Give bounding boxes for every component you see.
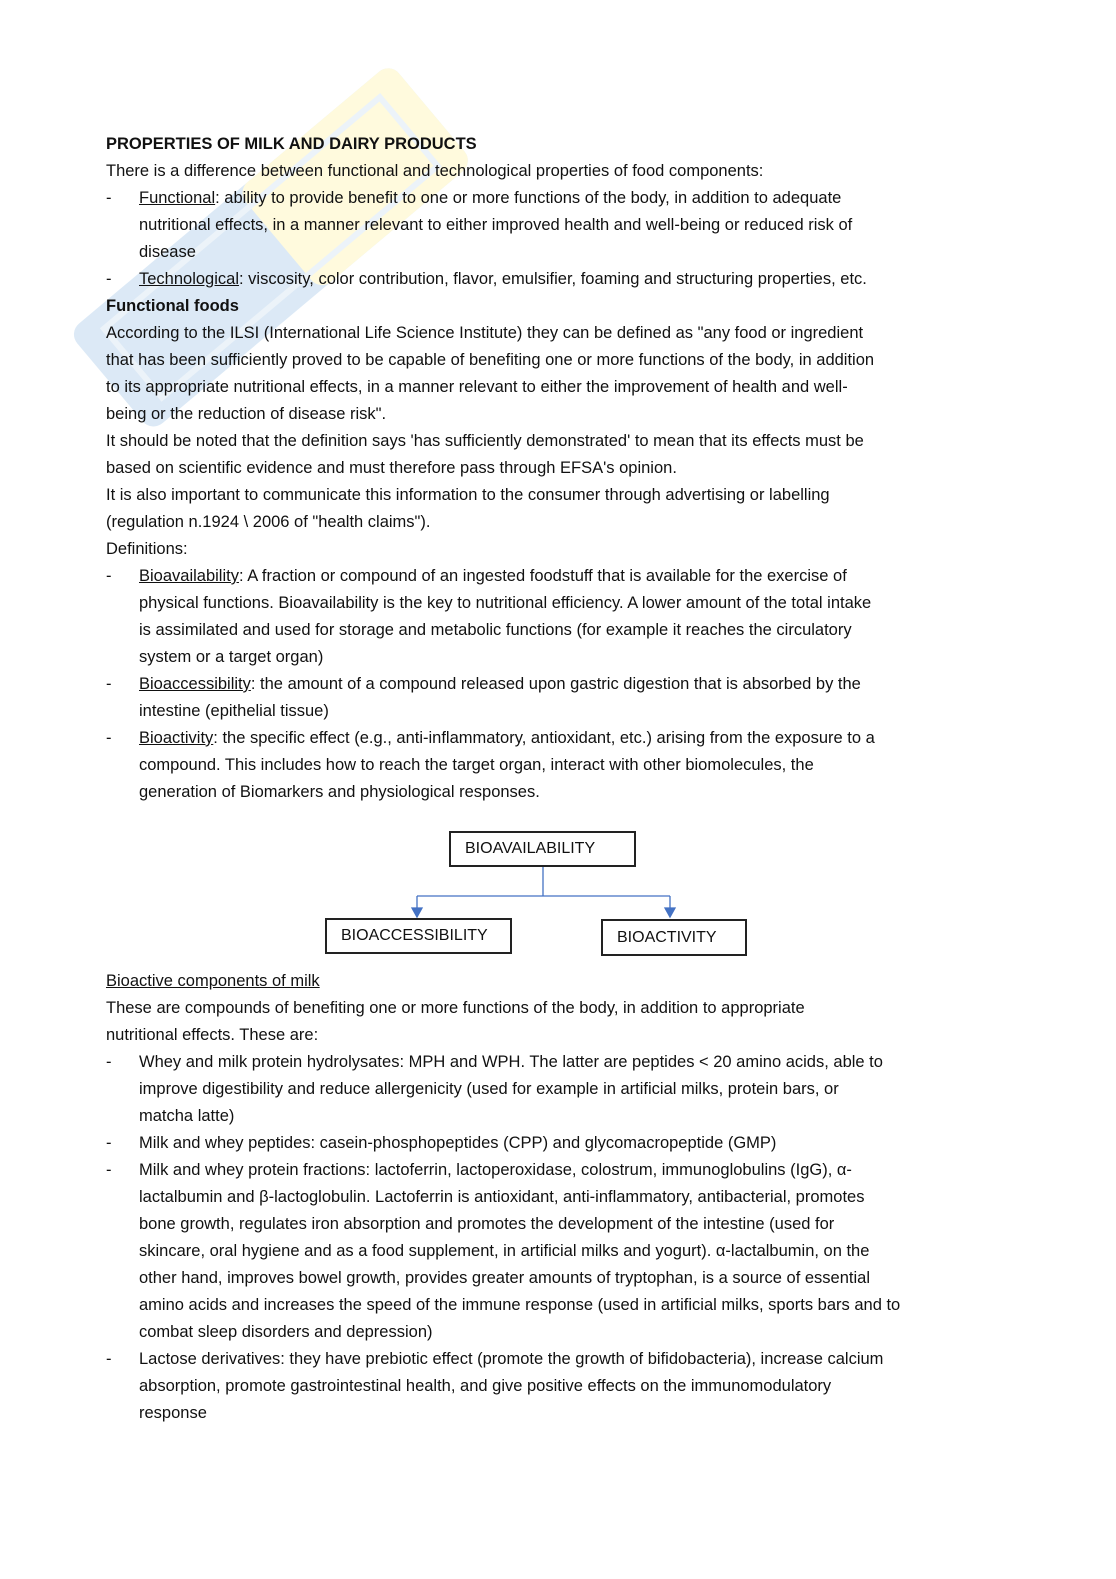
bioactive-list — [106, 1049, 1026, 1427]
list-line — [106, 1103, 1026, 1130]
paragraph-line: that has been sufficiently proved to be capable of benefiting one or more functions of the body, in addition — [106, 351, 875, 369]
paragraph-line: According to the ILSI (International Life Science Institute) they can be defined as "any food or ingredient — [106, 324, 864, 342]
box-bioaccessibility: BIOACCESSIBILITY — [325, 918, 512, 954]
list-line — [106, 1076, 1026, 1103]
list-item — [106, 1049, 1026, 1130]
list-line — [106, 1265, 1026, 1292]
list-line — [106, 1157, 1026, 1184]
term-label: Bioaccessibility — [139, 675, 251, 693]
list-line — [106, 1184, 1026, 1211]
list-line — [106, 1292, 1026, 1319]
line-text: intestine (epithelial tissue) — [139, 702, 329, 720]
line-text: : A fraction or compound of an ingested foodstuff that is available for the exercise of — [238, 567, 847, 585]
paragraph-line: (regulation n.1924 \ 2006 of "health claims"). — [106, 513, 431, 531]
line-text: other hand, improves bowel growth, provides greater amounts of tryptophan, is a source of essential — [139, 1269, 870, 1287]
list-item — [106, 1346, 1026, 1427]
bullet-dash: - — [106, 1053, 112, 1071]
paragraph-line: It should be noted that the definition says 'has sufficiently demonstrated' to mean that its effects must be — [106, 432, 864, 450]
term-label: Functional — [139, 189, 216, 207]
line-text: lactalbumin and β-lactoglobulin. Lactoferrin is antioxidant, anti-inflammatory, antibacterial, promotes — [139, 1188, 865, 1206]
line-text: improve digestibility and reduce allergenicity (used for example in artificial milks, protein bars, or — [139, 1080, 839, 1098]
bullet-dash: - — [106, 1134, 112, 1152]
line-text: : ability to provide benefit to one or more functions of the body, in addition to adequate — [215, 189, 842, 207]
line-text: : the specific effect (e.g., anti-inflammatory, antioxidant, etc.) arising from the exposure to a — [213, 729, 875, 747]
paragraph-line: It is also important to communicate this information to the consumer through advertising or labelling — [106, 486, 830, 504]
list-item — [106, 1130, 1026, 1157]
list-line — [106, 1400, 1026, 1427]
bullet-dash: - — [106, 729, 112, 747]
line-text: generation of Biomarkers and physiological responses. — [139, 783, 540, 801]
intro-text: There is a difference between functional and technological properties of food components: — [106, 162, 764, 180]
line-text: Lactose derivatives: they have prebiotic effect (promote the growth of bifidobacteria), increase calcium — [139, 1350, 884, 1368]
line-text: : the amount of a compound released upon gastric digestion that is absorbed by the — [250, 675, 861, 693]
box-bioactivity: BIOACTIVITY — [601, 919, 747, 956]
box-bioavailability: BIOAVAILABILITY — [449, 831, 636, 867]
bullet-dash: - — [106, 1161, 112, 1179]
bullet-dash: - — [106, 189, 112, 207]
line-text: nutritional effects, in a manner relevant to either improved health and well-being or reduced risk of — [139, 216, 853, 234]
list-item — [106, 1157, 1026, 1346]
list-line — [106, 1346, 1026, 1373]
page-title: PROPERTIES OF MILK AND DAIRY PRODUCTS — [106, 135, 477, 153]
term-label: Bioactivity — [139, 729, 214, 747]
line-text: compound. This includes how to reach the target organ, interact with other biomolecules, the — [139, 756, 814, 774]
line-text: system or a target organ) — [139, 648, 324, 666]
intro-line: These are compounds of benefiting one or more functions of the body, in addition to appropriate — [106, 999, 805, 1017]
line-text: amino acids and increases the speed of the immune response (used in artificial milks, sports bars and to — [139, 1296, 901, 1314]
list-line — [106, 1319, 1026, 1346]
line-text: absorption, promote gastrointestinal health, and give positive effects on the immunomodulatory — [139, 1377, 832, 1395]
paragraph-line: Definitions: — [106, 540, 188, 558]
bullet-dash: - — [106, 675, 112, 693]
line-text: Whey and milk protein hydrolysates: MPH and WPH. The latter are peptides < 20 amino acids, able to — [139, 1053, 883, 1071]
line-text: Milk and whey peptides: casein-phosphopeptides (CPP) and glycomacropeptide (GMP) — [139, 1134, 777, 1152]
list-line — [106, 1238, 1026, 1265]
paragraph-line: to its appropriate nutritional effects, in a manner relevant to either the improvement of health and well- — [106, 378, 848, 396]
section-bioactive — [106, 968, 1026, 1427]
bullet-dash: - — [106, 567, 112, 585]
line-text: physical functions. Bioavailability is the key to nutritional efficiency. A lower amount of the total intake — [139, 594, 872, 612]
line-text: skincare, oral hygiene and as a food supplement, in artificial milks and yogurt). α-lactalbumin, on the — [139, 1242, 870, 1260]
line-text: Milk and whey protein fractions: lactoferrin, lactoperoxidase, colostrum, immunoglobulins (IgG), α- — [139, 1161, 852, 1179]
functional-foods-heading: Functional foods — [106, 297, 239, 315]
list-line — [106, 1211, 1026, 1238]
bullet-dash: - — [106, 270, 112, 288]
list-line — [106, 1049, 1026, 1076]
list-line — [106, 1130, 1026, 1157]
bioactive-heading: Bioactive components of milk — [106, 972, 320, 990]
list-line — [106, 1373, 1026, 1400]
paragraph-line: based on scientific evidence and must therefore pass through EFSA's opinion. — [106, 459, 677, 477]
line-text: disease — [139, 243, 196, 261]
paragraph-line: being or the reduction of disease risk". — [106, 405, 387, 423]
intro-line: nutritional effects. These are: — [106, 1026, 319, 1044]
bullet-dash: - — [106, 1350, 112, 1368]
term-label: Bioavailability — [139, 567, 239, 585]
line-text: : viscosity, color contribution, flavor, emulsifier, foaming and structuring properties, etc. — [238, 270, 867, 288]
term-label: Technological — [139, 270, 239, 288]
line-text: is assimilated and used for storage and metabolic functions (for example it reaches the circulatory — [139, 621, 852, 639]
line-text: response — [139, 1404, 207, 1422]
line-text: combat sleep disorders and depression) — [139, 1323, 433, 1341]
line-text: bone growth, regulates iron absorption and promotes the development of the intestine (used for — [139, 1215, 835, 1233]
bioactive-intro — [106, 995, 1026, 1049]
line-text: matcha latte) — [139, 1107, 235, 1125]
